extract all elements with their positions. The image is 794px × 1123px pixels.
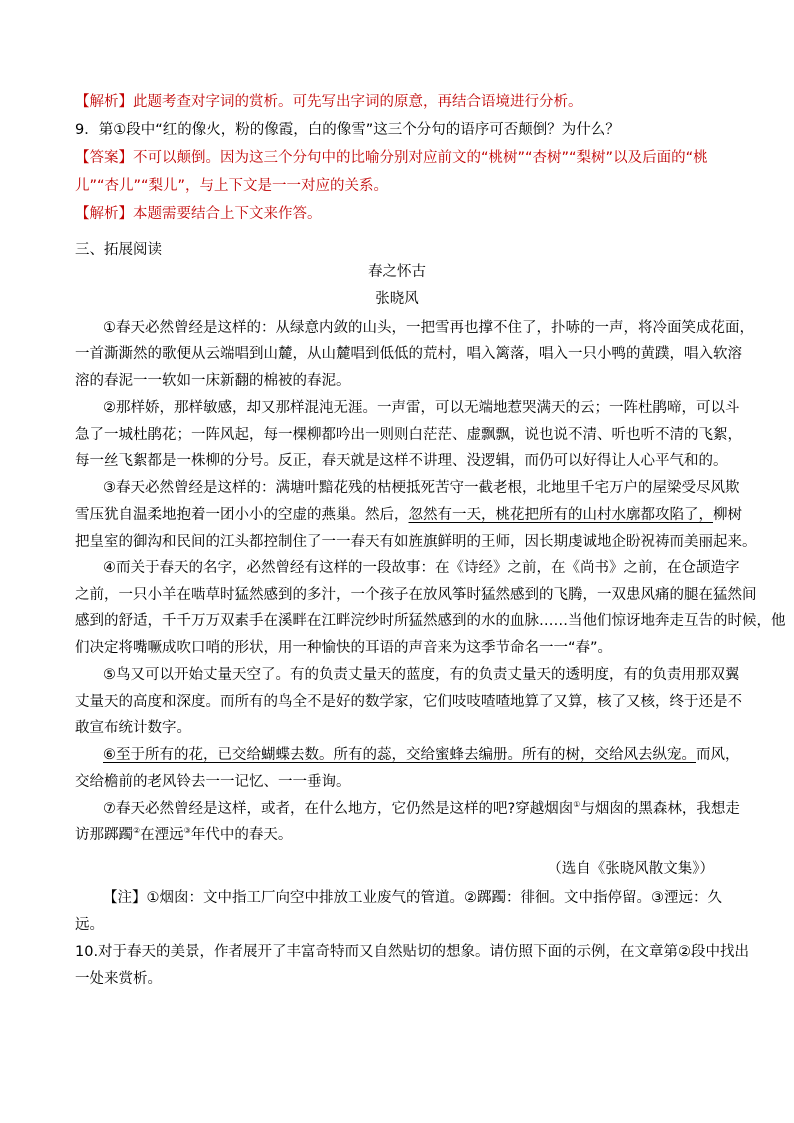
q9-analysis: [75, 204, 322, 224]
p7-text: 在湮远: [140, 827, 184, 843]
p6-text: 而风，: [696, 747, 740, 763]
p6-line-1: [103, 745, 740, 765]
question-9: 9．第①段中“红的像火，粉的像霞，白的像雪”这三个分句的语序可否颠倒？为什么？: [75, 122, 620, 138]
p2-line-3: 每一丝飞絮都是一株柳的分号。反正，春天就是这样不讲理、没逻辑，而仍可以好得让人心平气和的。: [75, 453, 728, 469]
p7-text: 年代中的春天。: [190, 827, 293, 843]
question-10-line-1: 10.对于春天的美景，作者展开了丰富奇特而又自然贴切的想象。请仿照下面的示例，在文章第②段中找出: [75, 944, 750, 960]
p5-line-1: ⑤鸟又可以开始丈量天空了。有的负责丈量天的蓝度，有的负责丈量天的透明度，有的负责用那双翼: [103, 667, 740, 683]
article-title: 春之怀古: [368, 264, 426, 280]
p3-text: 柳树: [713, 507, 742, 523]
p3-line-3: 把皇室的御沟和民间的江头都控制住了一一春天有如旌旗鲜明的王师，因长期虔诚地企盼祝祷而美丽起来。: [75, 534, 757, 550]
note-line-2: 远。: [75, 917, 104, 933]
p7-line-2: [75, 825, 292, 845]
analysis-text: 此题考查对字词的赏析。可先写出字词的原意，再结合语境进行分析。: [133, 94, 583, 110]
p3-line-2: [75, 505, 742, 525]
p1-line-2: 一首澌澌然的歌便从云端唱到山麓，从山麓唱到低低的荒村，唱入篱落，唱入一只小鸭的黄蹼，唱入软溶: [75, 346, 742, 362]
p1-line-1: ①春天必然曾经是这样的：从绿意内敛的山头，一把雪再也撑不住了，扑哧的一声，将冷面笑成花面，: [103, 320, 754, 336]
analysis-tag: 【解析】: [75, 206, 133, 222]
p4-line-3: 感到的舒适，千千万万双素手在溪畔在江畔浣纱时所猛然感到的水的血脉……当他们惊讶地奔走互告的时候，他: [75, 613, 786, 629]
analysis-tag: 【解析】: [75, 94, 133, 110]
p7-text: ⑦春天必然曾经是这样，或者，在什么地方，它仍然是这样的吧?穿越烟囱: [103, 801, 574, 817]
p4-line-2: 之前，一只小羊在啮草时猛然感到的多汁，一个孩子在放风筝时猛然感到的飞腾，一双患风痛的腿在猛然间: [75, 587, 757, 603]
p2-line-1: ②那样娇，那样敏感，却又那样混沌无涯。一声雷，可以无端地惹哭满天的云；一阵杜鹃啼，可以斗: [103, 400, 740, 416]
q9-answer-line-1: [75, 148, 708, 168]
p2-line-2: 急了一城杜鹃花；一阵风起，每一棵柳都吟出一则则白茫茫、虚飘飘，说也说不清、听也听不清的飞絮，: [75, 427, 742, 443]
footnote-marker: ②: [133, 826, 141, 836]
answer-tag: 【答案】: [75, 150, 133, 166]
analysis-text: 本题需要结合上下文来作答。: [133, 206, 322, 222]
footnote-marker: ①: [573, 800, 581, 810]
p3-text: 雪压犹自温柔地抱着一团小小的空虚的燕巢。然后，: [75, 507, 409, 523]
section-heading: 三、拓展阅读: [75, 242, 162, 258]
p3-line-1: ③春天必然曾经是这样的：满塘叶黯花残的枯梗抵死苦守一截老根，北地里千宅万户的屋梁受尽风欺: [103, 480, 740, 496]
p3-underlined-sentence: 忽然有一天，桃花把所有的山村水廓都攻陷了，: [408, 507, 713, 523]
footnote-marker: ③: [183, 826, 191, 836]
p6-line-2: 交给檐前的老风铃去一一记忆、一一垂询。: [75, 774, 351, 790]
p7-text: 与烟囱的黑森林，我想走: [580, 801, 740, 817]
q8-analysis: [75, 92, 583, 112]
p4-line-4: 们决定将嘴噘成吹口哨的形状，用一种愉快的耳语的声音来为这季节命名一一“春”。: [75, 640, 613, 656]
p1-line-3: 溶的春泥一一软如一床新翻的棉被的春泥。: [75, 373, 351, 389]
q9-answer-line-2: 儿”“杏儿”“梨儿”，与上下文是一一对应的关系。: [75, 178, 389, 194]
p5-line-2: 丈量天的高度和深度。而所有的鸟全不是好的数学家，它们吱吱喳喳地算了又算，核了又核，终于还是不: [75, 694, 742, 710]
article-author: 张晓风: [375, 291, 419, 307]
p6-underlined-sentence: ⑥至于所有的花，已交给蝴蝶去数。所有的蕊，交给蜜蜂去编册。所有的树，交给风去纵宠。: [103, 747, 696, 763]
p7-text: 访那踯躅: [75, 827, 133, 843]
note-line-1: 【注】①烟囱：文中指工厂向空中排放工业废气的管道。②踯躅：徘徊。文中指停留。③湮远：久: [103, 890, 722, 906]
p5-line-3: 敢宣布统计数字。: [75, 720, 191, 736]
article-source: （选自《张晓风散文集》）: [547, 861, 714, 877]
p7-line-1: [103, 799, 740, 819]
question-10-line-2: 一处来赏析。: [75, 971, 162, 987]
answer-text: 不可以颠倒。因为这三个分句中的比喻分别对应前文的“桃树”“杏树”“梨树”以及后面的“桃: [133, 150, 708, 166]
p4-line-1: ④而关于春天的名字，必然曾经有这样的一段故事：在《诗经》之前，在《尚书》之前，在仓颉造字: [103, 560, 740, 576]
